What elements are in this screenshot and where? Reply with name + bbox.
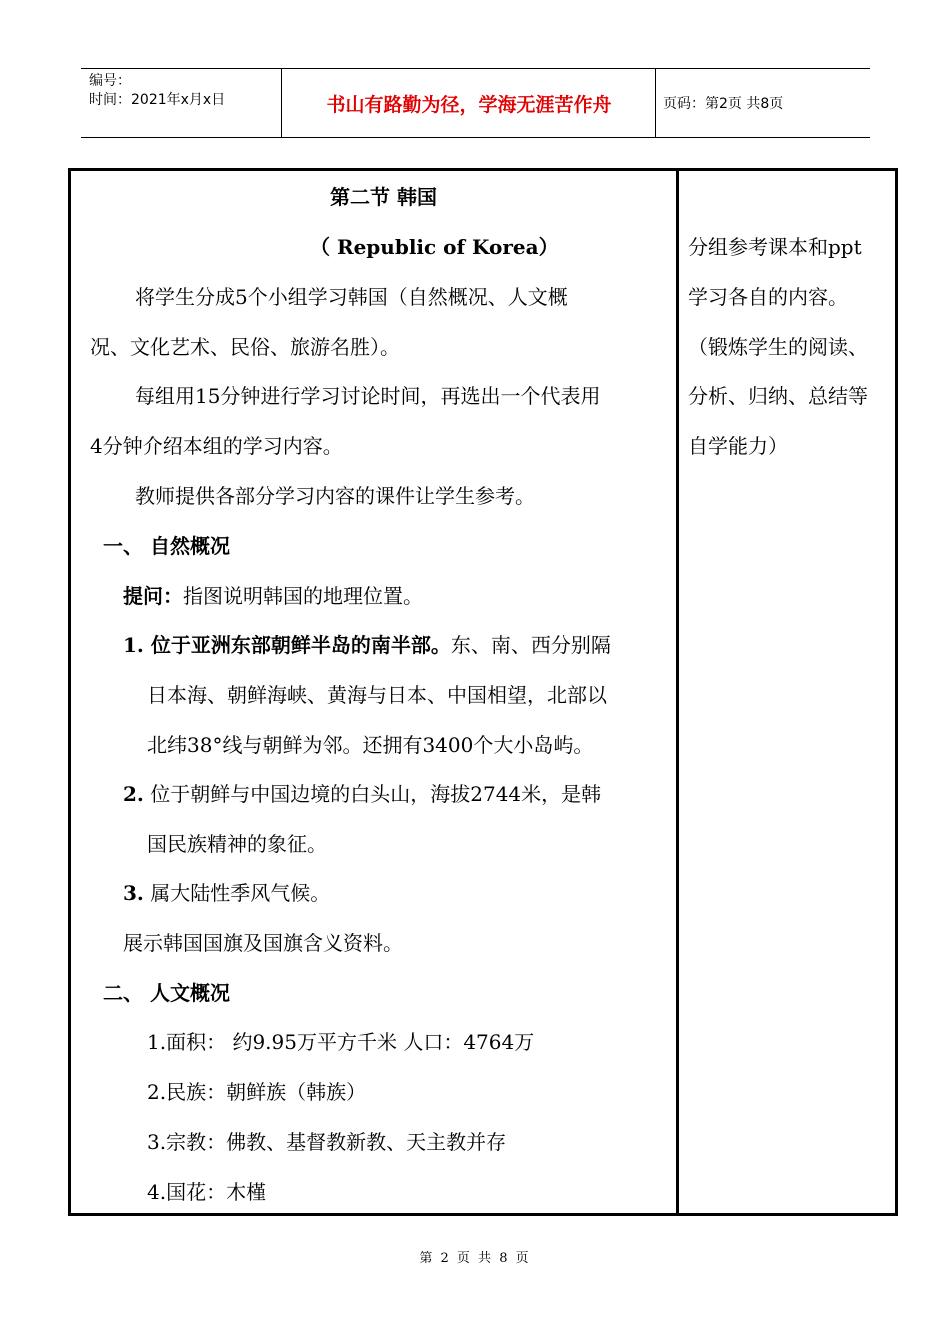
paragraph: 教师提供各部分学习内容的课件让学生参考。 <box>135 484 535 508</box>
list-item <box>123 633 611 657</box>
side-note: 分组参考课本和ppt <box>688 235 862 259</box>
column-divider <box>676 171 679 1213</box>
side-note: 学习各自的内容。 <box>688 285 848 309</box>
list-item-text: 位于朝鲜与中国边境的白头山，海拔2744米，是韩 <box>143 782 602 806</box>
side-note: 分析、归纳、总结等 <box>688 384 868 408</box>
paragraph: 将学生分成5个小组学习韩国（自然概况、人文概 <box>135 285 568 309</box>
header-motto: 书山有路勤为径，学海无涯苦作舟 <box>326 94 612 116</box>
paragraph: 况、文化艺术、民俗、旅游名胜）。 <box>90 335 400 359</box>
fact-national-flower: 4.国花：木槿 <box>147 1180 267 1204</box>
header-divider <box>655 69 656 137</box>
section-heading: 一、 自然概况 <box>103 534 230 558</box>
question-text: 指图说明韩国的地理位置。 <box>183 584 423 608</box>
list-item <box>123 881 330 905</box>
side-note: 自学能力） <box>688 434 788 458</box>
question-line <box>123 584 423 608</box>
section-subtitle: （ Republic of Korea） <box>310 235 559 259</box>
fact-area-population: 1.面积： 约9.95万平方千米 人口：4764万 <box>147 1030 535 1054</box>
header-divider <box>281 69 282 137</box>
page-header <box>81 68 870 138</box>
header-page-label: 页码：第2页 共8页 <box>663 96 784 112</box>
list-item-number: 3. <box>123 881 144 905</box>
list-item-text: 属大陆性季风气候。 <box>143 881 331 905</box>
question-label: 提问： <box>123 584 183 608</box>
fact-religion: 3.宗教：佛教、基督教新教、天主教并存 <box>147 1130 507 1154</box>
paragraph: 展示韩国国旗及国旗含义资料。 <box>123 931 403 955</box>
paragraph: 每组用15分钟进行学习讨论时间，再选出一个代表用 <box>135 384 601 408</box>
paragraph: 4分钟介绍本组的学习内容。 <box>90 434 343 458</box>
number-label: 编号： <box>89 73 131 89</box>
list-item-text: 东、南、西分别隔 <box>450 633 611 657</box>
section-title: 第二节 韩国 <box>330 185 437 209</box>
date-label: 时间：2021年x月x日 <box>89 92 226 108</box>
fact-ethnic: 2.民族：朝鲜族（韩族） <box>147 1080 367 1104</box>
list-item-number: 2. <box>123 782 144 806</box>
list-item-text: 北纬38°线与朝鲜为邻。还拥有3400个大小岛屿。 <box>147 733 594 757</box>
header-meta <box>89 72 225 110</box>
list-item-text: 国民族精神的象征。 <box>147 832 327 856</box>
list-item <box>123 782 601 806</box>
list-item-text: 日本海、朝鲜海峡、黄海与日本、中国相望，北部以 <box>147 683 607 707</box>
side-note: （锻炼学生的阅读、 <box>688 335 868 359</box>
section-heading: 二、 人文概况 <box>103 981 230 1005</box>
page-footer: 第 2 页 共 8 页 <box>419 1251 531 1266</box>
list-item-bold: 1. 位于亚洲东部朝鲜半岛的南半部。 <box>123 633 451 657</box>
